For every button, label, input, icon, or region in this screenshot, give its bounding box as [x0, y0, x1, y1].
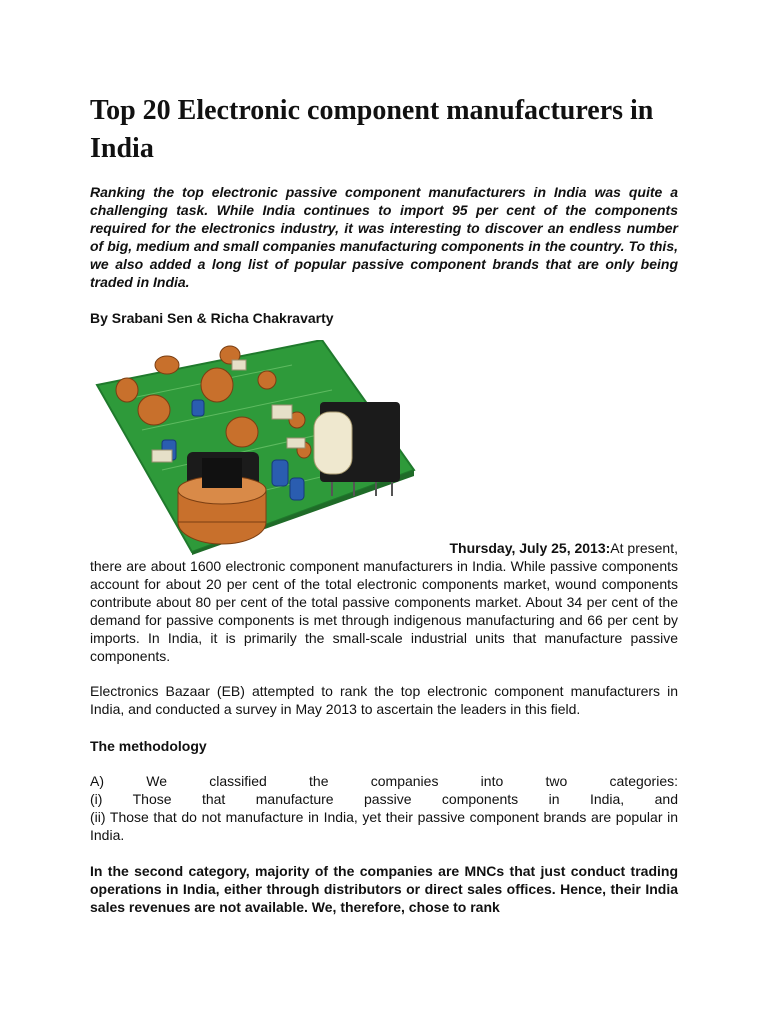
article-title: Top 20 Electronic component manufacturers in India — [90, 95, 654, 164]
article-intro: Ranking the top electronic passive component manufacturers in India was quite a challenging task. While India continues to import 95 per cent of the components required for the electronics industry, it was interesting to discover an endless number of big, medium and small companies manufacturing components in the country. To this, we also added a long list of popular passive component brands that are only being traded in India. — [90, 184, 678, 290]
classification-paragraph — [90, 772, 678, 844]
second-category-paragraph: In the second category, majority of the companies are MNCs that just conduct trading operations in India, either through distributors or direct sales offices. Hence, their India sales revenues are not available. We, therefore, chose to rank — [90, 863, 678, 915]
article-byline: By Srabani Sen & Richa Chakravarty — [90, 310, 334, 326]
lead-body: there are about 1600 electronic component manufacturers in India. While passive components account for about 20 per cent of the total electronic components market, wound components contribute about 80 per cent of the total passive components market. About 34 per cent of the demand for passive components is met through indigenous manufacturing and 66 per cent by imports. In India, it is primarily the small-scale industrial units that manufacture passive components. — [90, 558, 678, 664]
classify-i: (i) Those that manufacture passive components in India, and — [90, 791, 678, 807]
lead-first-line — [90, 539, 678, 557]
dateline: Thursday, July 25, 2013: — [449, 540, 611, 556]
methodology-heading: The methodology — [90, 738, 207, 754]
classify-ii: (ii) Those that do not manufacture in India, yet their passive component brands are popular in India. — [90, 809, 678, 843]
lead-paragraph — [90, 539, 678, 665]
classify-a: A) We classified the companies into two categories: — [90, 773, 678, 789]
circuit-board-photo — [92, 340, 417, 555]
eb-paragraph: Electronics Bazaar (EB) attempted to rank the top electronic component manufacturers in India, and conducted a survey in May 2013 to ascertain the leaders in this field. — [90, 683, 678, 717]
lead-first-text: At present, — [610, 540, 678, 556]
